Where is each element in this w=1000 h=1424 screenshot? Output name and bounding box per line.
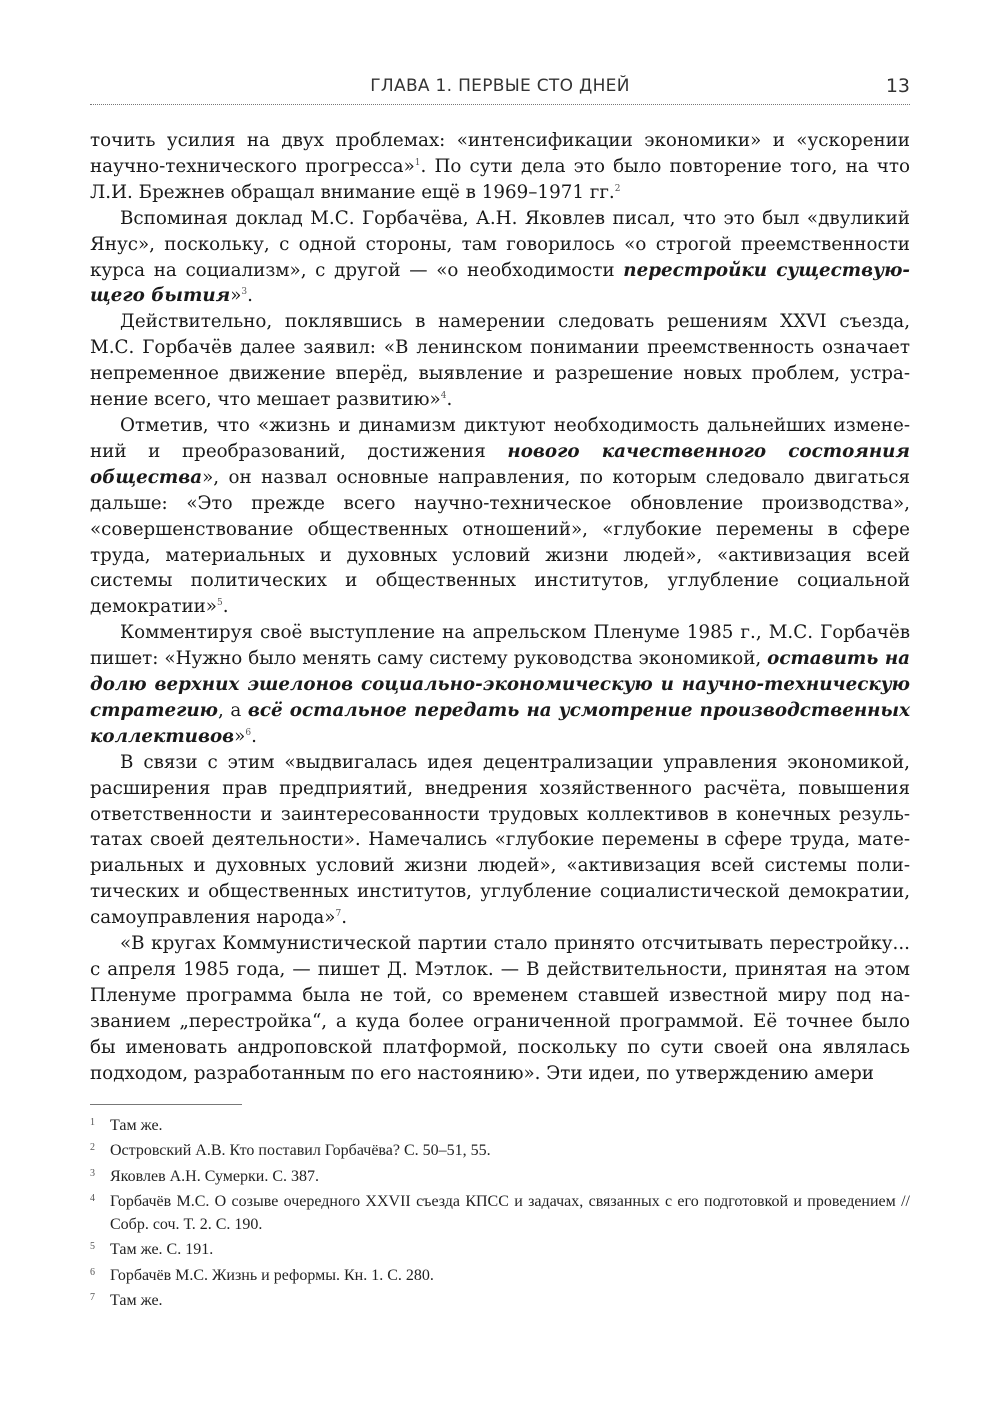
footnote-item [90, 1140, 910, 1163]
footnote-number: 2 [90, 1142, 95, 1154]
footnote-item [90, 1265, 910, 1288]
footnote-number: 1 [90, 1116, 95, 1128]
footnote-text: Там же. С. 191. [110, 1241, 214, 1259]
footnote-ref: 3 [241, 287, 248, 298]
body-paragraph [90, 931, 910, 1086]
footnote-ref: 7 [335, 909, 342, 920]
footnote-text: Горбачёв М.С. О созыве очередного XXVII съезда КПСС и задачах, связанных с его подготовкой и проведением // Собр. соч. Т. 2. С. 190. [110, 1193, 910, 1233]
footnote-number: 4 [90, 1193, 95, 1205]
body-paragraph [90, 128, 910, 206]
main-text [90, 128, 910, 1087]
book-page [90, 66, 910, 1316]
paragraph-text: . [341, 907, 348, 929]
paragraph-text: . [251, 725, 257, 747]
emphasis-text: перестройки существующего бытия [90, 259, 910, 307]
paragraph-text: . [247, 285, 253, 307]
emphasis-text: нового качественного состояния общества [90, 440, 910, 488]
paragraph-text: «В кругах Коммунистической партии стало принято отсчитывать перестройку... с апреля 1985 года, — пишет Д. Мэтлок. — В действительности, принятая на этом Пленуме программа была не той, со временем ставшей известной миру под названием „перестройка“, а куда более ограниченной программой. Её точнее было бы именовать андроповской платформой, поскольку по сути своей она являлась подходом, разработанным по его настоянию». Эти идеи, по утверждению амери [90, 933, 910, 1084]
chapter-title: ГЛАВА 1. ПЕРВЫЕ СТО ДНЕЙ [370, 76, 630, 96]
paragraph-text: . [446, 389, 453, 411]
paragraph-text: Действительно, поклявшись в намерении следовать решениям XXVI съезда, М.С. Горбачёв далее заявил: «В ленинском понимании преемственность означает непременное движение вперёд, выявление и разрешение новых проблем, устранение всего, что мешает развитию» [90, 311, 910, 411]
footnotes [90, 1115, 910, 1313]
footnote-ref: 2 [614, 183, 621, 194]
paragraph-text: Комментируя своё выступление на апрельском Пленуме 1985 г., М.С. Горбачёв пишет: «Нужно было менять саму систему руководства экономикой, [90, 622, 910, 670]
footnote-item [90, 1191, 910, 1236]
body-paragraph [90, 750, 910, 931]
footnote-ref: 4 [440, 391, 447, 402]
footnote-ref: 1 [414, 157, 421, 168]
footnote-text: Горбачёв М.С. Жизнь и реформы. Кн. 1. С. 280. [110, 1266, 434, 1284]
footnote-number: 7 [90, 1292, 95, 1304]
footnote-text: Там же. [110, 1292, 163, 1310]
paragraph-text: Вспоминая доклад М.С. Горбачёва, А.Н. Яковлев писал, что это был «двуликий Янус», поскольку, с одной стороны, там говорилось «о строгой преемственности курса на социализм», с другой — «о необходимости [90, 207, 910, 281]
footnote-separator [90, 1104, 242, 1105]
paragraph-text: », он назвал основные направления, по которым следовало двигаться дальше: «Это прежде всего научно-техническое обновление производства», «совершенствование общественных отношений», «глубокие перемены в сфере труда, материальных и духовных условий жизни людей», «активизация всей системы политических и общественных институтов, углубление социальной демократии» [90, 466, 910, 618]
paragraph-text: » [234, 725, 246, 747]
footnote-item [90, 1166, 910, 1189]
footnote-number: 5 [90, 1241, 95, 1253]
paragraph-text: . [222, 596, 229, 618]
emphasis-text: всё остальное передать на усмотрение производственных коллективов [90, 699, 910, 747]
footnote-text: Островский А.В. Кто поставил Горбачёва? С. 50–51, 55. [110, 1142, 491, 1160]
body-paragraph [90, 309, 910, 413]
paragraph-text: Отметив, что «жизнь и динамизм диктуют необходимость дальнейших изменений и преобразований, достижения [90, 414, 910, 462]
paragraph-text: , а [217, 699, 248, 721]
footnote-ref: 5 [217, 598, 223, 609]
footnote-item [90, 1115, 910, 1138]
footnote-ref: 6 [245, 727, 252, 738]
paragraph-text: точить усилия на двух проблемах: «интенсификации экономики» и «ускорении научно-технического прогресса» [90, 130, 910, 177]
footnote-number: 3 [90, 1167, 95, 1179]
paragraph-text: . По сути дела это было повторение того, на что Л.И. Брежнев обращал внимание ещё в 1969–1971 гг. [90, 155, 911, 203]
footnote-item [90, 1290, 910, 1313]
paragraph-text: В связи с этим «выдвигалась идея децентрализации управления экономикой, расширения прав предприятий, внедрения хозяйственного расчёта, повышения ответственности и заинтересованности трудовых коллективов в конечных результатах своей деятельности». Намечались «глубокие перемены в сфере труда, материальных и духовных условий жизни людей», «активизация всей системы политических и общественных институтов, углубление социалистической демократии, самоуправления народа» [90, 751, 910, 929]
body-paragraph [90, 206, 910, 310]
footnote-item [90, 1239, 910, 1262]
running-header [90, 66, 910, 105]
body-paragraph [90, 620, 910, 750]
footnote-text: Яковлев А.Н. Сумерки. С. 387. [110, 1167, 320, 1185]
paragraph-text: » [230, 285, 242, 307]
footnote-text: Там же. [110, 1116, 163, 1134]
body-paragraph [90, 413, 910, 620]
footnote-number: 6 [90, 1266, 95, 1278]
page-number: 13 [885, 75, 910, 97]
emphasis-text: остaвить на долю верхних эшелонов социально-экономическую и научно-техническую стратегию [90, 648, 910, 721]
